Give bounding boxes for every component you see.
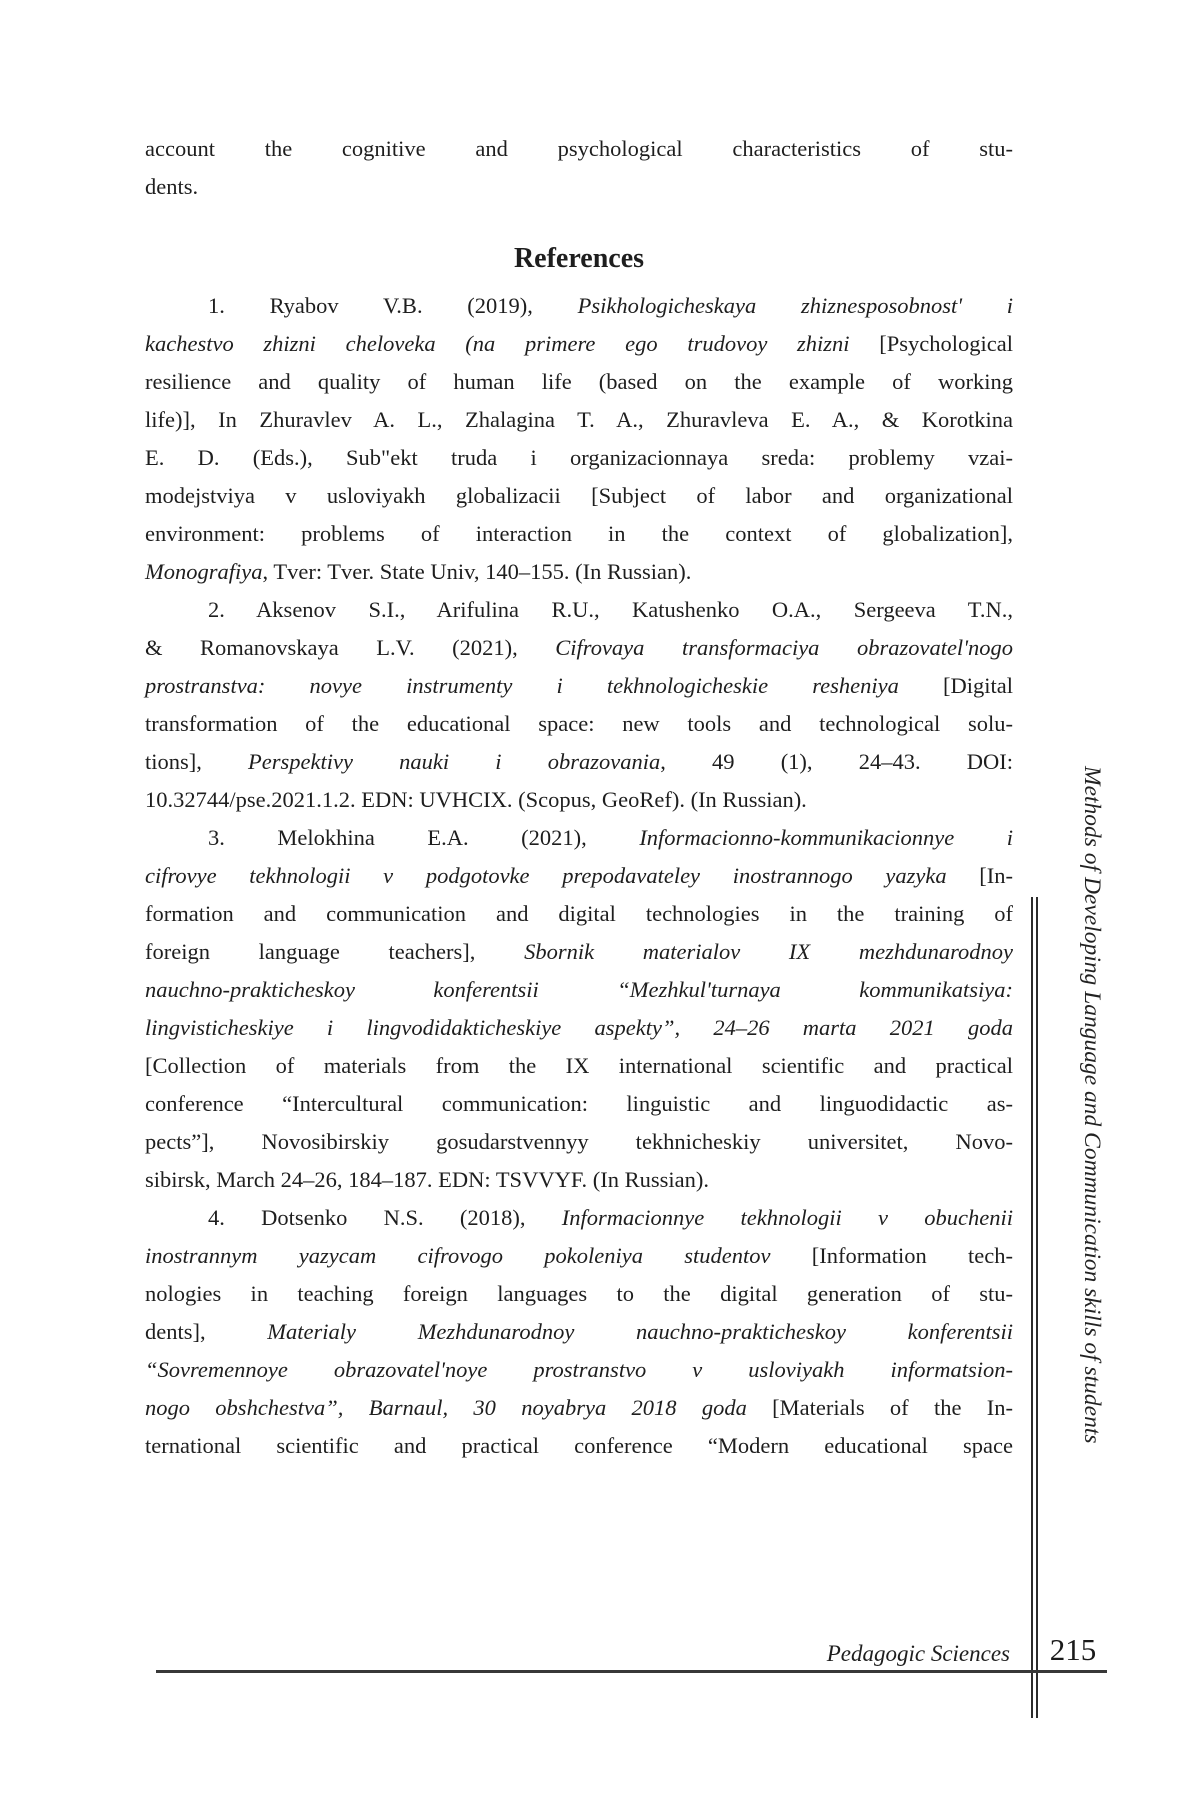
text-line bbox=[145, 1313, 1013, 1351]
text-segment: , Tver: Tver. State Univ, 140–155. (In Russian). bbox=[262, 559, 692, 584]
footer-rule bbox=[156, 1670, 1107, 1673]
text-line bbox=[145, 168, 1013, 206]
italic-segment: “Sovremennoye obrazovatel'noye prostranstvo v usloviyakh informatsion- bbox=[145, 1357, 1013, 1382]
italic-segment: Materialy Mezhdunarodnoy nauchno-prakticheskoy konferentsii bbox=[267, 1319, 1013, 1344]
reference-item bbox=[145, 819, 1013, 1199]
text-segment: modejstviya v usloviyakh globalizacii [Subject of labor and organizational bbox=[145, 483, 1013, 508]
text-line bbox=[145, 1237, 1013, 1275]
text-segment: account the cognitive and psychological characteristics of stu- bbox=[145, 136, 1013, 161]
text-segment: 10.32744/pse.2021.1.2. EDN: UVHCIX. (Scopus, GeoRef). (In Russian). bbox=[145, 787, 807, 812]
text-line bbox=[145, 1123, 1013, 1161]
text-line bbox=[145, 477, 1013, 515]
italic-segment: Informacionnye tekhnologii v obuchenii bbox=[561, 1205, 1013, 1230]
text-line bbox=[145, 363, 1013, 401]
text-segment: sibirsk, March 24–26, 184–187. EDN: TSVVYF. (In Russian). bbox=[145, 1167, 710, 1192]
italic-segment: Monografiya bbox=[145, 559, 263, 584]
text-segment: [Digital bbox=[898, 673, 1013, 698]
page-number: 215 bbox=[1049, 1632, 1097, 1667]
text-segment: formation and communication and digital technologies in the training of bbox=[145, 901, 1013, 926]
text-segment: 1. Ryabov V.B. (2019), bbox=[208, 293, 578, 318]
references-heading: References bbox=[513, 243, 645, 274]
text-line bbox=[145, 287, 1013, 325]
text-segment: ternational scientific and practical conference “Modern educational space bbox=[145, 1433, 1013, 1458]
text-line bbox=[145, 1085, 1013, 1123]
italic-segment: Perspektivy nauki i obrazovania bbox=[248, 749, 661, 774]
body-text-column bbox=[145, 130, 1013, 1465]
reference-item bbox=[145, 591, 1013, 819]
text-line bbox=[145, 819, 1013, 857]
text-line bbox=[145, 1275, 1013, 1313]
text-segment: environment: problems of interaction in the context of globalization], bbox=[145, 521, 1013, 546]
text-segment: conference “Intercultural communication: linguistic and linguodidactic as- bbox=[145, 1091, 1013, 1116]
text-line bbox=[145, 1047, 1013, 1085]
italic-segment: inostrannym yazycam cifrovogo pokoleniya studentov bbox=[145, 1243, 771, 1268]
text-line bbox=[145, 591, 1013, 629]
text-segment: 2. Aksenov S.I., Arifulina R.U., Katushenko O.A., Sergeeva T.N., bbox=[208, 597, 1013, 622]
text-line bbox=[145, 553, 1013, 591]
text-segment: [Collection of materials from the IX international scientific and practical bbox=[145, 1053, 1013, 1078]
reference-item bbox=[145, 1199, 1013, 1465]
text-line bbox=[145, 439, 1013, 477]
italic-segment: kachestvo zhizni cheloveka (na primere ego trudovoy zhizni bbox=[145, 331, 850, 356]
text-segment: [Materials of the In- bbox=[746, 1395, 1013, 1420]
text-line bbox=[145, 895, 1013, 933]
footer-section-label: Pedagogic Sciences bbox=[826, 1641, 1010, 1666]
italic-segment: cifrovye tekhnologii v podgotovke prepodavateley inostrannogo yazyka bbox=[145, 863, 947, 888]
text-segment: foreign language teachers], bbox=[145, 939, 525, 964]
intro-paragraph bbox=[145, 130, 1013, 206]
text-line bbox=[145, 743, 1013, 781]
text-line bbox=[145, 325, 1013, 363]
text-line bbox=[145, 857, 1013, 895]
text-line bbox=[145, 1427, 1013, 1465]
text-line bbox=[145, 1009, 1013, 1047]
text-line bbox=[145, 1389, 1013, 1427]
text-line bbox=[145, 1351, 1013, 1389]
text-segment: 4. Dotsenko N.S. (2018), bbox=[208, 1205, 562, 1230]
sidebar-running-title: Methods of Developing Language and Communication skills of students bbox=[1079, 766, 1105, 1444]
text-segment: 3. Melokhina E.A. (2021), bbox=[208, 825, 640, 850]
text-segment: life)], In Zhuravlev A. L., Zhalagina T. A., Zhuravleva E. A., & Korotkina bbox=[145, 407, 1013, 432]
text-segment: tions], bbox=[145, 749, 249, 774]
text-line bbox=[145, 401, 1013, 439]
italic-segment: Sbornik materialov IX mezhdunarodnoy bbox=[524, 939, 1013, 964]
text-segment: dents], bbox=[145, 1319, 268, 1344]
references-list bbox=[145, 287, 1013, 1465]
text-segment: & Romanovskaya L.V. (2021), bbox=[145, 635, 556, 660]
text-segment: transformation of the educational space: new tools and technological solu- bbox=[145, 711, 1013, 736]
text-line bbox=[145, 971, 1013, 1009]
text-segment: E. D. (Eds.), Sub"ekt truda i organizacionnaya sreda: problemy vzai- bbox=[145, 445, 1013, 470]
text-line bbox=[145, 781, 1013, 819]
text-line bbox=[145, 130, 1013, 168]
italic-segment: prostranstva: novye instrumenty i tekhnologicheskie resheniya bbox=[145, 673, 899, 698]
text-line bbox=[145, 1161, 1013, 1199]
italic-segment: nogo obshchestva”, Barnaul, 30 noyabrya 2018 goda bbox=[145, 1395, 747, 1420]
text-segment: resilience and quality of human life (based on the example of working bbox=[145, 369, 1013, 394]
text-line bbox=[145, 629, 1013, 667]
text-segment: , 49 (1), 24–43. DOI: bbox=[660, 749, 1013, 774]
text-line bbox=[145, 705, 1013, 743]
reference-item bbox=[145, 287, 1013, 591]
italic-segment: Cifrovaya transformaciya obrazovatel'nogo bbox=[555, 635, 1013, 660]
text-line bbox=[145, 667, 1013, 705]
sidebar-vertical-rule bbox=[1031, 897, 1038, 1718]
text-segment: pects”], Novosibirskiy gosudarstvennyy tekhnicheskiy universitet, Novo- bbox=[145, 1129, 1013, 1154]
text-segment: dents. bbox=[145, 174, 199, 199]
italic-segment: Psikhologicheskaya zhiznesposobnost' i bbox=[577, 293, 1013, 318]
italic-segment: Informacionno-kommunikacionnye i bbox=[639, 825, 1013, 850]
italic-segment: nauchno-prakticheskoy konferentsii “Mezhkul'turnaya kommunikatsiya: bbox=[145, 977, 1013, 1002]
text-segment: [In- bbox=[946, 863, 1013, 888]
text-segment: [Psychological bbox=[849, 331, 1013, 356]
text-segment: nologies in teaching foreign languages to the digital generation of stu- bbox=[145, 1281, 1013, 1306]
text-line bbox=[145, 933, 1013, 971]
text-line bbox=[145, 515, 1013, 553]
italic-segment: lingvisticheskiye i lingvodidakticheskiye aspekty”, 24–26 marta 2021 goda bbox=[145, 1015, 1013, 1040]
text-line bbox=[145, 1199, 1013, 1237]
text-segment: [Information tech- bbox=[770, 1243, 1013, 1268]
